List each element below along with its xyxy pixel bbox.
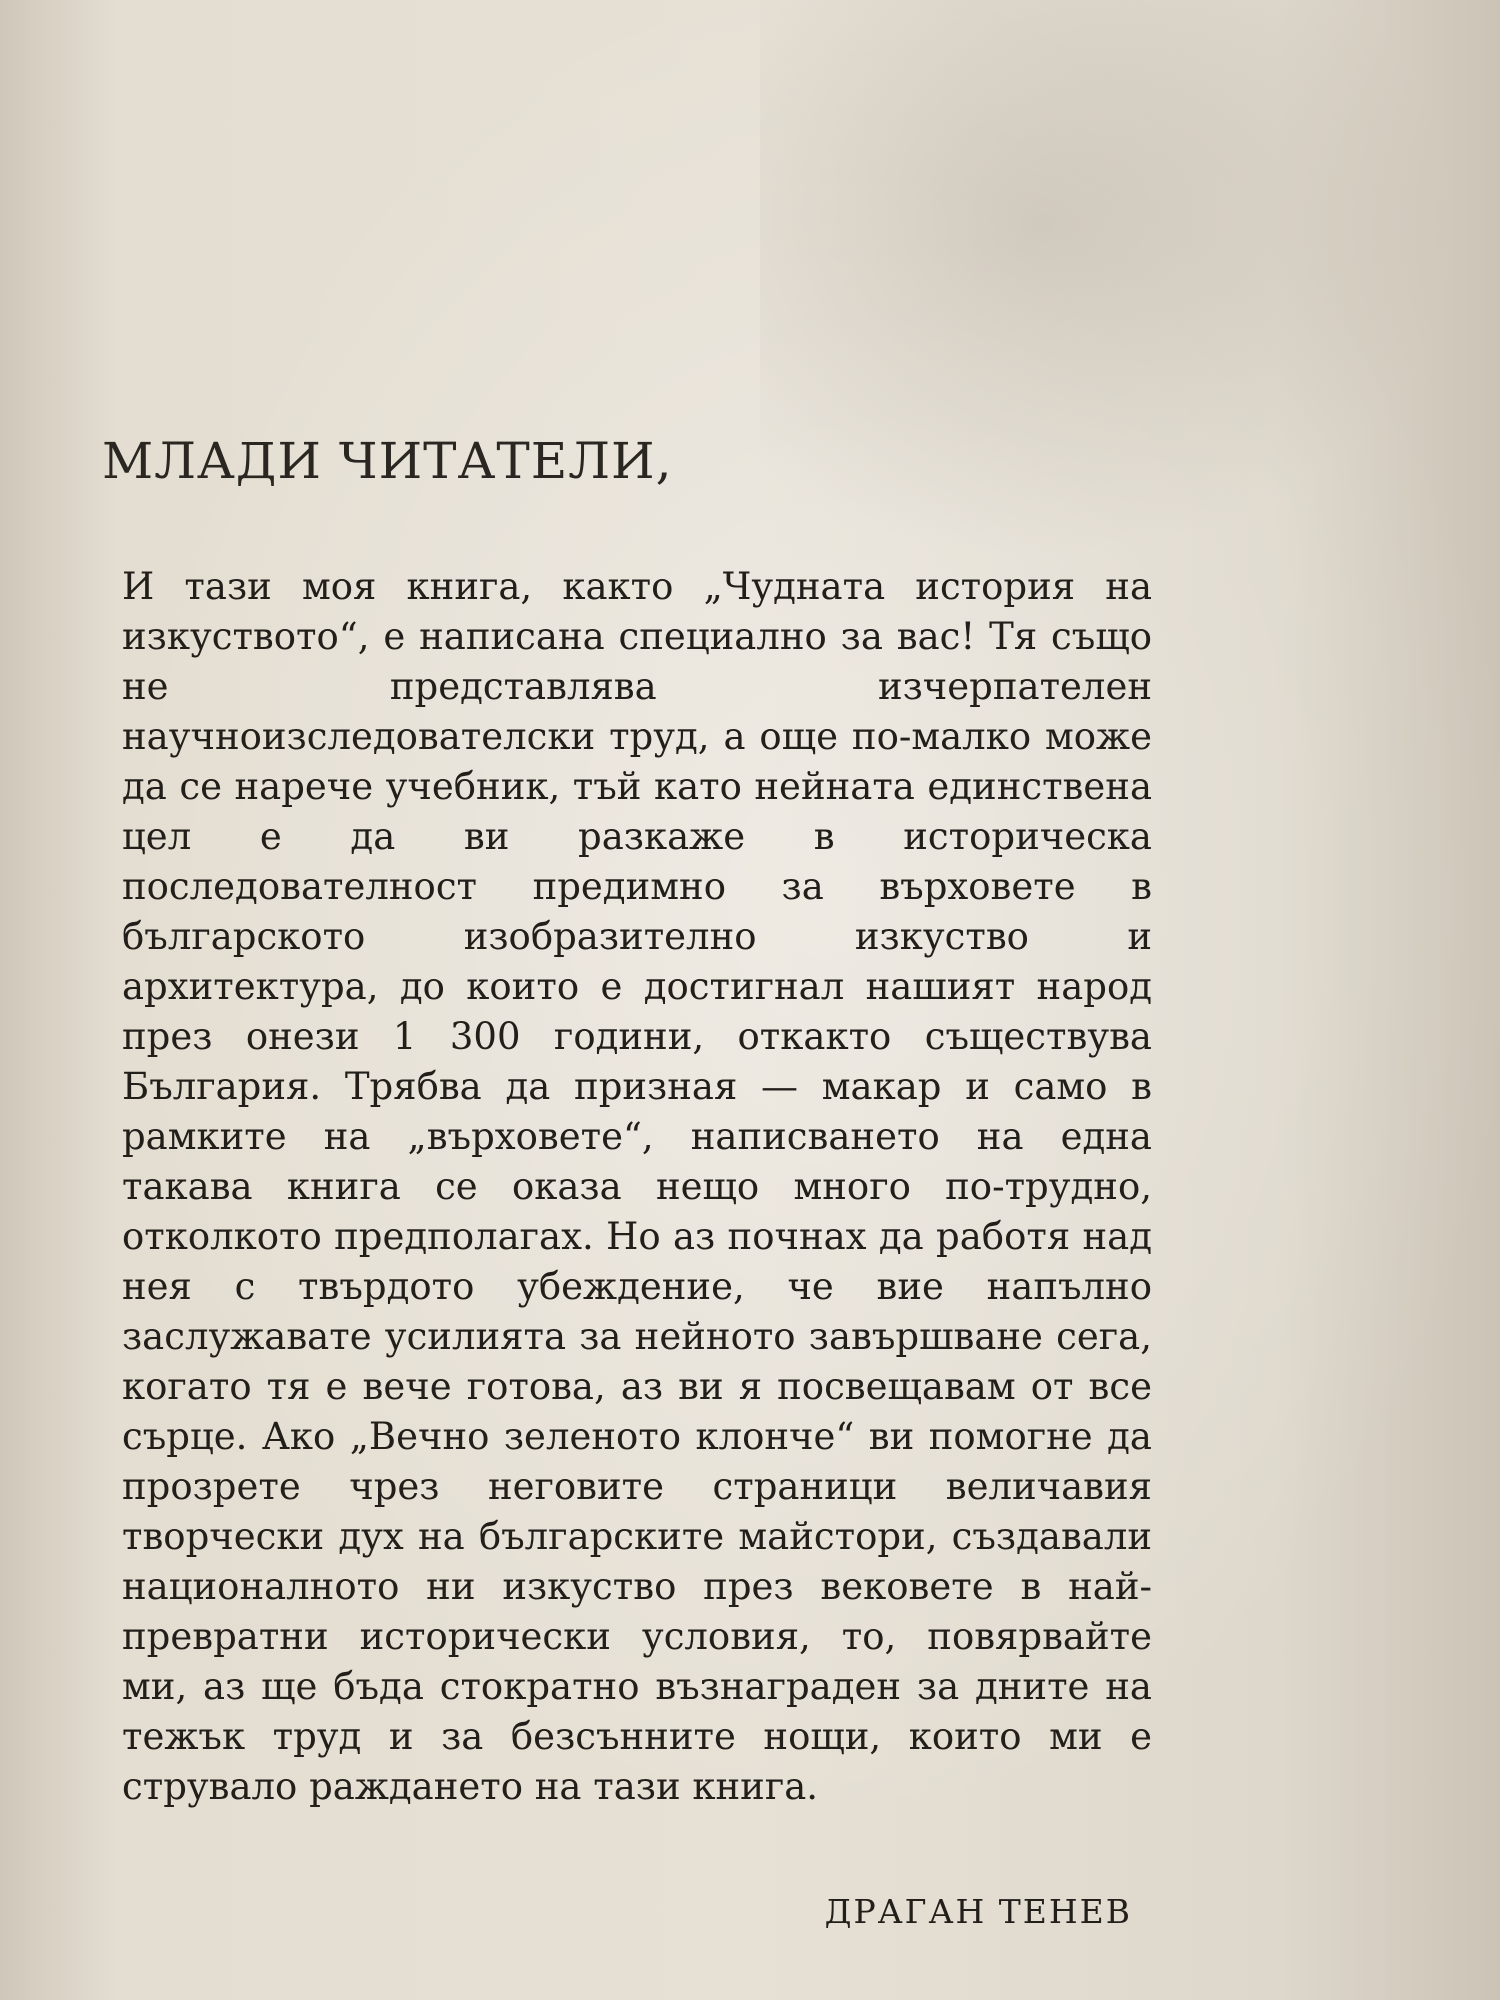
body-paragraph: И тази моя книга, както „Чудната история на изкуството“, е написана специално за вас! Тя също не представлява изчерпателен научноизследователски труд, а още по-малко може да се нарече учебник, тъй като нейната единствена цел е да ви разкаже в историческа последователност предимно за върховете в българското изобразително изкуство и архитектура, до които е достигнал нашият народ през онези 1 300 години, откакто съществува България. Трябва да призная — макар и само в рамките на „върховете“, написването на една такава книга се оказа нещо много по-трудно, отколкото предполагах. Но аз почнах да работя над нея с твърдото убеждение, че вие напълно заслужавате усилията за нейното завършване сега, когато тя е вече готова, аз ви я посвещавам от все сърце. Ако „Вечно зеленото клонче“ ви помогне да прозрете чрез неговите страници величавия творчески дух на българските майстори, създавали националното ни изкуство през вековете в най-превратни исторически условия, то, повярвайте ми, аз ще бъда стократно възнаграден за дните на тежък труд и за безсънните нощи, които ми е струвало раждането на тази книга. [122, 565, 1152, 1808]
page-heading: МЛАДИ ЧИТАТЕЛИ, [102, 432, 673, 490]
reverse-side-bleed [760, 0, 1460, 560]
author-signature: ДРАГАН ТЕНЕВ [824, 1892, 1132, 1931]
